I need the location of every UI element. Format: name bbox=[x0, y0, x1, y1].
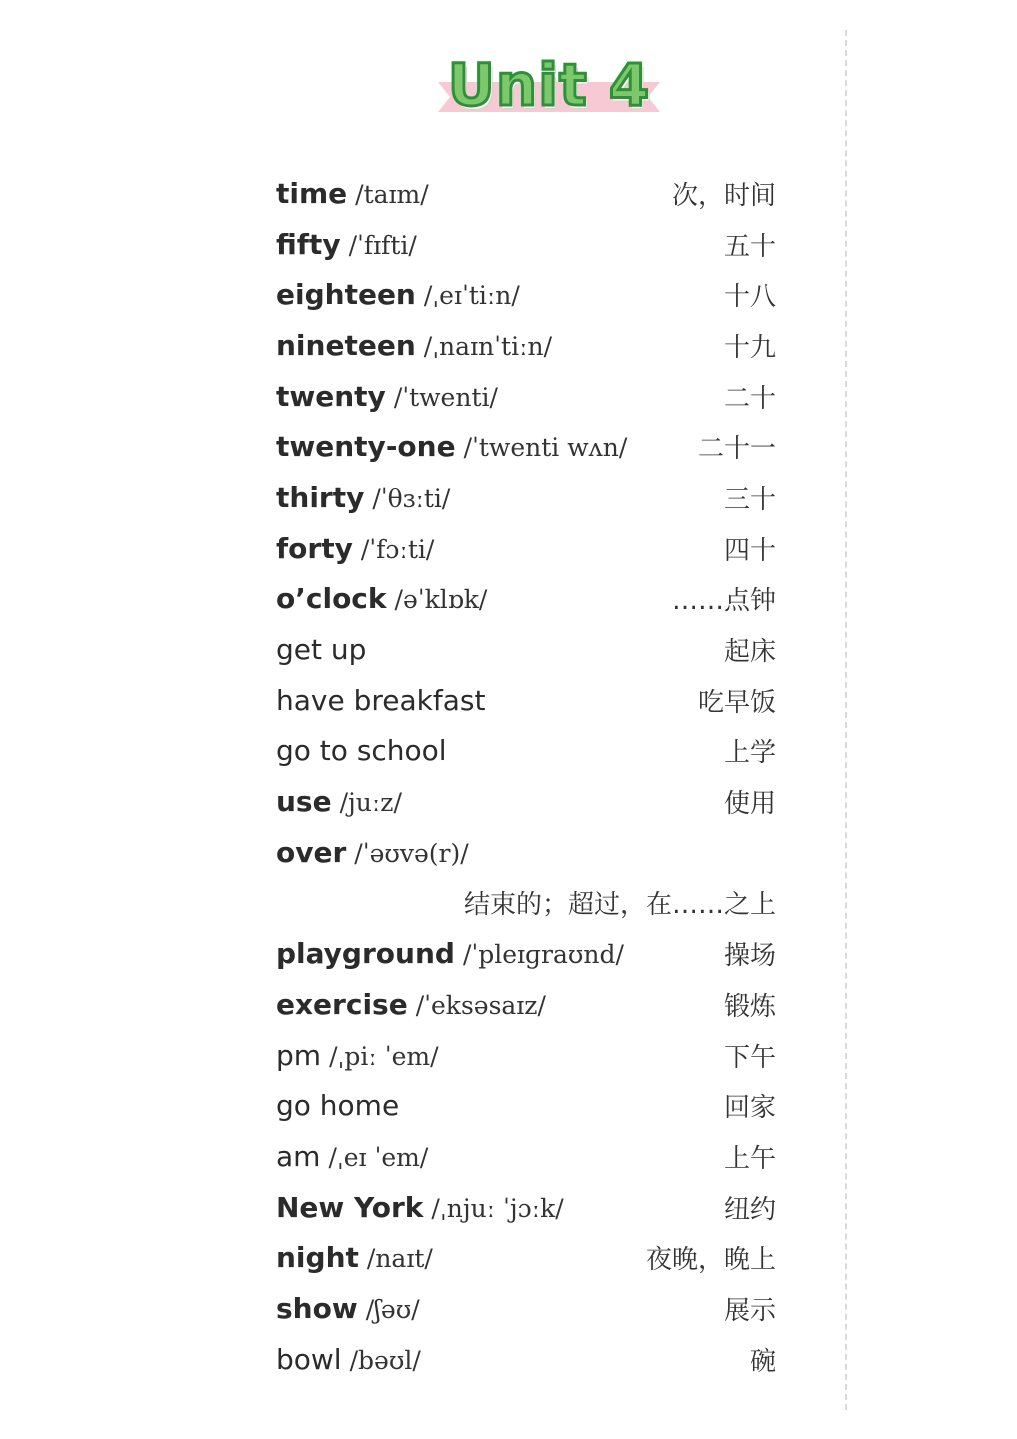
vocab-meaning: 结束的；超过，在……之上 bbox=[463, 890, 776, 921]
vocab-word: forty bbox=[276, 531, 353, 565]
vocab-phonetic: /əˈklɒk/ bbox=[394, 585, 488, 615]
vocab-phonetic: /ˌnjuː ˈjɔːk/ bbox=[431, 1193, 564, 1223]
vocab-word: am bbox=[276, 1139, 321, 1173]
vocab-meaning: 二十一 bbox=[697, 434, 776, 465]
vocab-row bbox=[276, 1283, 776, 1334]
vocab-word: bowl bbox=[276, 1342, 342, 1376]
vocab-entry bbox=[276, 1292, 420, 1325]
vocab-meaning: 十八 bbox=[723, 282, 776, 313]
vocab-word: thirty bbox=[276, 480, 365, 514]
vocab-word: pm bbox=[276, 1038, 322, 1072]
vocab-row bbox=[276, 624, 776, 675]
vocab-row bbox=[276, 1080, 776, 1131]
vocab-row bbox=[276, 1182, 776, 1233]
vocab-word: twenty bbox=[276, 379, 386, 413]
vocab-row bbox=[276, 675, 776, 726]
vocab-entry bbox=[276, 1191, 564, 1224]
vocab-row bbox=[276, 371, 776, 422]
vocab-word: exercise bbox=[276, 987, 408, 1021]
vocab-entry bbox=[276, 1089, 399, 1122]
vocab-entry bbox=[276, 177, 429, 210]
vocab-word: nineteen bbox=[276, 328, 416, 362]
vocab-phonetic: /ˌnaɪnˈtiːn/ bbox=[423, 331, 553, 361]
vocab-row bbox=[276, 472, 776, 523]
vocab-meaning: 起床 bbox=[723, 637, 776, 668]
vocab-entry bbox=[276, 228, 417, 261]
vocab-row bbox=[276, 320, 776, 371]
vocab-meaning: 下午 bbox=[723, 1042, 776, 1073]
vocab-entry bbox=[276, 836, 469, 869]
vocab-phonetic: /bəʊl/ bbox=[349, 1345, 421, 1375]
vocab-word: show bbox=[276, 1291, 358, 1325]
vocab-phonetic: /ˈtwenti/ bbox=[393, 382, 498, 412]
vocab-phonetic: /ˌpiː ˈem/ bbox=[329, 1041, 439, 1071]
vocab-meaning: 纽约 bbox=[723, 1194, 776, 1225]
vocab-entry bbox=[276, 278, 520, 311]
vocab-word: fifty bbox=[276, 227, 341, 261]
vocab-row bbox=[276, 1030, 776, 1081]
vocab-entry bbox=[276, 380, 498, 413]
vocab-row bbox=[276, 574, 776, 625]
vocab-phonetic: /ˈəʊvə(r)/ bbox=[354, 838, 469, 868]
vocab-word: go to school bbox=[276, 734, 447, 768]
vocab-meaning: 五十 bbox=[723, 231, 776, 262]
vocab-entry bbox=[276, 481, 450, 514]
vocab-entry bbox=[276, 329, 552, 362]
vocab-phonetic: /ˌeɪˈtiːn/ bbox=[423, 281, 520, 311]
vocab-row bbox=[276, 1334, 776, 1385]
vocab-row bbox=[276, 776, 776, 827]
vocab-meaning: 十九 bbox=[723, 332, 776, 363]
vocab-phonetic: /ˈfɔːti/ bbox=[360, 534, 435, 564]
vocab-row bbox=[276, 168, 776, 219]
vocab-meaning: 展示 bbox=[723, 1295, 776, 1326]
vocab-entry bbox=[276, 1039, 439, 1072]
vocab-entry bbox=[276, 684, 485, 717]
vocab-entry bbox=[276, 988, 546, 1021]
vocab-row bbox=[276, 979, 776, 1030]
vocab-meaning: 吃早饭 bbox=[697, 687, 776, 718]
vocab-word: over bbox=[276, 835, 347, 869]
dashed-cut-line bbox=[845, 30, 847, 1410]
vocab-phonetic: /ˈtwenti wʌn/ bbox=[463, 433, 628, 463]
vocab-entry bbox=[276, 532, 434, 565]
vocab-phonetic: /ʃəʊ/ bbox=[365, 1294, 420, 1324]
vocabulary-list bbox=[276, 168, 776, 1385]
vocab-entry bbox=[276, 1140, 428, 1173]
vocab-phonetic: /juːz/ bbox=[339, 788, 402, 818]
vocab-word: o’clock bbox=[276, 582, 387, 616]
vocab-word: twenty-one bbox=[276, 430, 456, 464]
vocab-word: night bbox=[276, 1241, 359, 1275]
vocab-row bbox=[276, 421, 776, 472]
vocab-row bbox=[276, 827, 776, 878]
vocab-entry bbox=[276, 430, 627, 463]
vocab-entry bbox=[276, 1241, 433, 1274]
vocab-meaning: 回家 bbox=[723, 1093, 776, 1124]
vocab-entry bbox=[276, 1343, 421, 1376]
vocab-meaning: 二十 bbox=[723, 383, 776, 414]
vocab-meaning: 夜晚，晚上 bbox=[645, 1245, 776, 1276]
vocab-phonetic: /ˈθɜːti/ bbox=[372, 483, 451, 513]
vocab-word: eighteen bbox=[276, 278, 416, 312]
vocab-word: get up bbox=[276, 633, 367, 667]
vocab-word: time bbox=[276, 176, 348, 210]
vocab-row bbox=[276, 1232, 776, 1283]
vocab-word: New York bbox=[276, 1190, 424, 1224]
vocab-word: go home bbox=[276, 1089, 400, 1123]
vocab-entry bbox=[276, 582, 487, 615]
vocab-row bbox=[276, 878, 776, 929]
vocab-meaning: 上午 bbox=[723, 1143, 776, 1174]
vocab-phonetic: /ˌeɪ ˈem/ bbox=[328, 1142, 429, 1172]
vocab-word: have breakfast bbox=[276, 683, 486, 717]
vocab-row bbox=[276, 1131, 776, 1182]
vocab-phonetic: /ˈfɪfti/ bbox=[348, 230, 417, 260]
vocab-phonetic: /naɪt/ bbox=[366, 1244, 433, 1274]
vocab-meaning: 锻炼 bbox=[723, 991, 776, 1022]
vocab-row bbox=[276, 726, 776, 777]
vocab-phonetic: /ˈpleɪɡraʊnd/ bbox=[462, 940, 624, 970]
vocab-phonetic: /taɪm/ bbox=[355, 179, 429, 209]
vocab-meaning: 操场 bbox=[723, 941, 776, 972]
vocab-entry bbox=[276, 785, 402, 818]
vocab-meaning: 使用 bbox=[723, 789, 776, 820]
vocab-meaning: 上学 bbox=[723, 738, 776, 769]
vocab-row bbox=[276, 269, 776, 320]
vocab-row bbox=[276, 219, 776, 270]
vocab-entry bbox=[276, 633, 366, 666]
vocab-meaning: 碗 bbox=[749, 1346, 776, 1377]
vocab-word: playground bbox=[276, 937, 455, 971]
vocab-meaning: 四十 bbox=[723, 535, 776, 566]
vocab-meaning: 次，时间 bbox=[671, 180, 776, 211]
vocab-word: use bbox=[276, 785, 332, 819]
vocab-row bbox=[276, 928, 776, 979]
vocab-phonetic: /ˈeksəsaɪz/ bbox=[415, 990, 546, 1020]
vocab-entry bbox=[276, 937, 624, 970]
unit-title: Unit 4 bbox=[447, 51, 651, 119]
vocab-row bbox=[276, 523, 776, 574]
vocab-meaning: ……点钟 bbox=[671, 586, 776, 617]
vocab-meaning: 三十 bbox=[723, 484, 776, 515]
unit-title-banner bbox=[438, 48, 660, 126]
vocab-entry bbox=[276, 734, 447, 767]
